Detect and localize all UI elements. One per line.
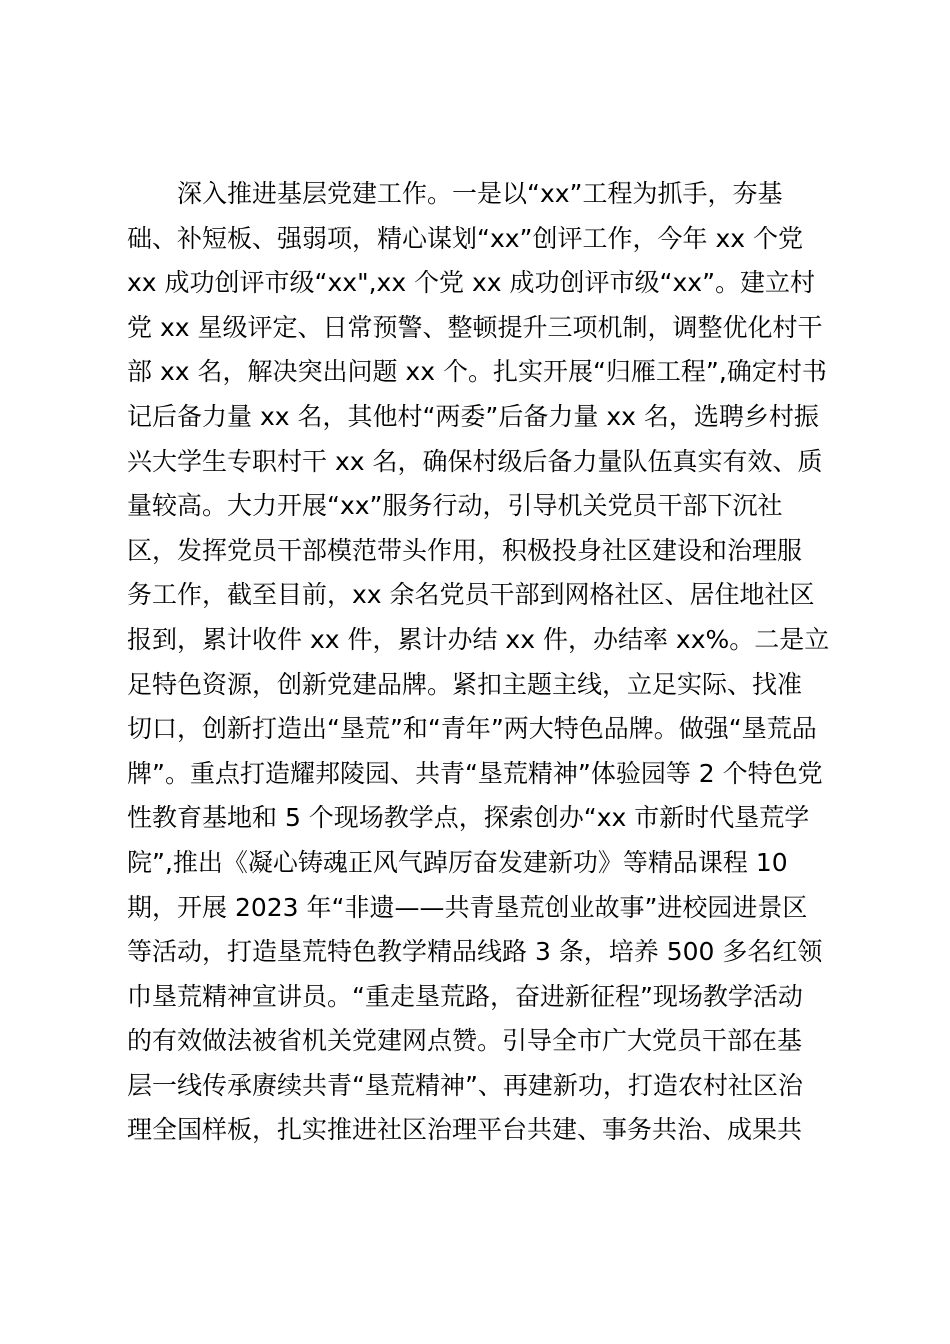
paragraph-line: 期，开展 2023 年“非遗——共青垦荒创业故事”进校园进景区 [127,892,808,922]
paragraph-line: 牌”。重点打造耀邦陵园、共青“垦荒精神”体验园等 2 个特色党 [127,758,823,788]
paragraph-line: 等活动，打造垦荒特色教学精品线路 3 条，培养 500 多名红领 [127,937,823,967]
paragraph-line: 党 xx 星级评定、日常预警、整顿提升三项机制，调整优化村干 [127,312,823,342]
paragraph-line: 性教育基地和 5 个现场教学点，探索创办“xx 市新时代垦荒学 [127,803,810,833]
paragraph-line: 量较高。大力开展“xx”服务行动，引导机关党员干部下沉社 [127,491,783,521]
paragraph-line: 深入推进基层党建工作。一是以“xx”工程为抓手，夯基 [177,179,783,208]
paragraph-line: 区，发挥党员干部模范带头作用，积极投身社区建设和治理服 [127,535,803,565]
paragraph-line: 报到，累计收件 xx 件，累计办结 xx 件，办结率 xx%。二是立 [127,624,830,654]
paragraph-line: 院”,推出《凝心铸魂正风气踔厉奋发建新功》等精品课程 10 [127,847,788,877]
paragraph-line: 层一线传承赓续共青“垦荒精神”、再建新功，打造农村社区治 [127,1070,803,1100]
paragraph-line: 础、补短板、强弱项，精心谋划“xx”创评工作，今年 xx 个党 [127,223,803,253]
paragraph-line: xx 成功创评市级“xx",xx 个党 xx 成功创评市级“xx”。建立村 [127,268,816,298]
paragraph-line: 记后备力量 xx 名，其他村“两委”后备力量 xx 名，选聘乡村振 [127,401,819,431]
paragraph-line: 兴大学生专职村干 xx 名，确保村级后备力量队伍真实有效、质 [127,446,823,476]
paragraph-line: 巾垦荒精神宣讲员。“重走垦荒路，奋进新征程”现场教学活动 [127,981,803,1011]
paragraph-line: 部 xx 名，解决突出问题 xx 个。扎实开展“归雁工程”,确定村书 [127,357,827,387]
paragraph-line: 切口，创新打造出“垦荒”和“青年”两大特色品牌。做强“垦荒品 [127,714,817,744]
paragraph-line: 理全国样板，扎实推进社区治理平台共建、事务共治、成果共 [127,1115,803,1145]
paragraph-line: 的有效做法被省机关党建网点赞。引导全市广大党员干部在基 [127,1026,803,1056]
paragraph-line: 务工作，截至目前，xx 余名党员干部到网格社区、居住地社区 [127,580,815,610]
body-paragraph [127,172,847,1153]
paragraph-line: 足特色资源，创新党建品牌。紧扣主题主线，立足实际、找准 [127,669,803,699]
